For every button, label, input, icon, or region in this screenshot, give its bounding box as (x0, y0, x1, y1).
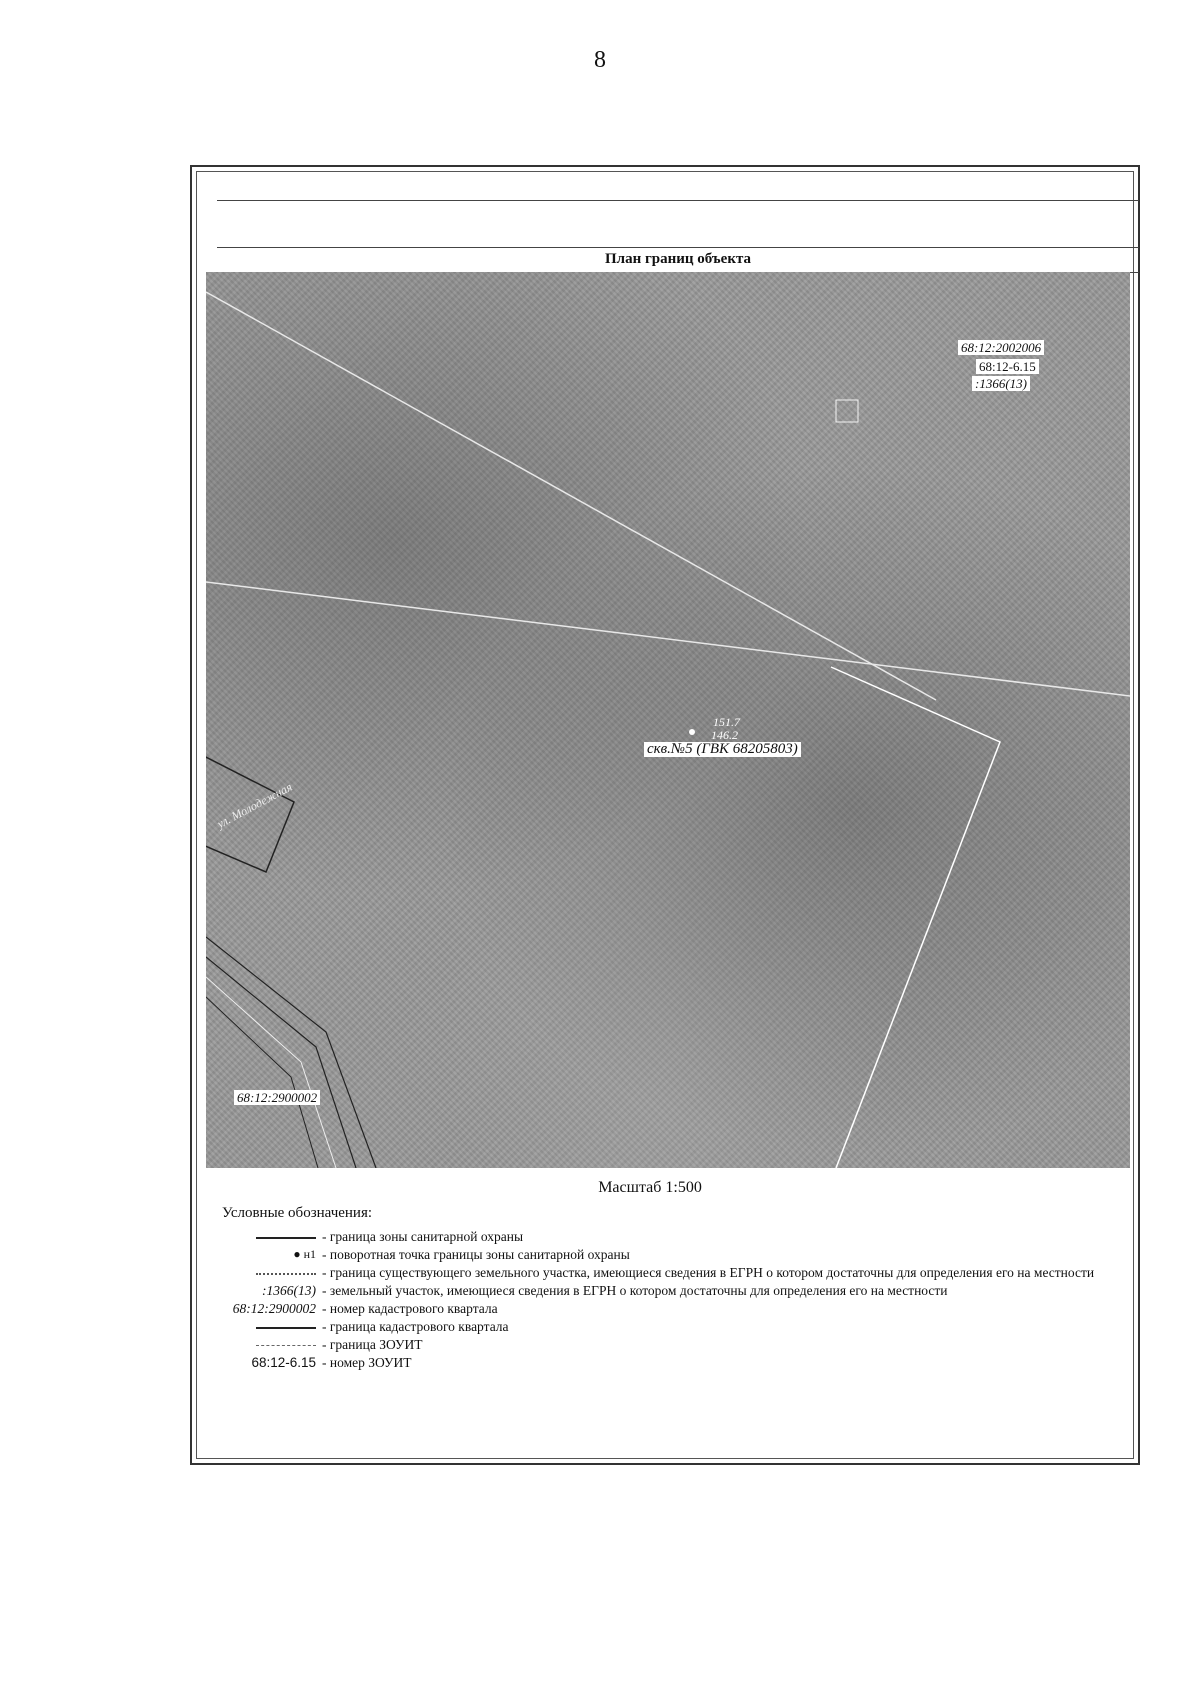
legend-symbol (210, 1318, 322, 1335)
legend (210, 1228, 1130, 1372)
dashdot-line-icon (256, 1345, 316, 1346)
legend-symbol (210, 1336, 322, 1353)
road-line-3 (206, 977, 336, 1168)
legend-item (210, 1336, 1130, 1354)
solid-line-icon (256, 1327, 316, 1329)
legend-symbol: :1366(13) (262, 1283, 316, 1298)
legend-item (210, 1318, 1130, 1336)
legend-symbol: 68:12:2900002 (232, 1301, 316, 1316)
point-label-top: 151.7 (713, 715, 740, 729)
kv-number-ne: 68:12:2002006 (958, 340, 1044, 355)
legend-desc: - номер ЗОУИТ (322, 1355, 412, 1370)
scale-label: Масштаб 1:500 (598, 1179, 702, 1196)
legend-symbol: 68:12-6.15 (251, 1355, 316, 1370)
road-line-4 (206, 997, 318, 1168)
sanitary-zone-boundary (831, 667, 1000, 1168)
legend-desc: - номер кадастрового квартала (322, 1301, 498, 1316)
map-overlay (206, 272, 1130, 1168)
legend-title: Условные обозначения: (222, 1205, 373, 1221)
legend-symbol: ● н1 (293, 1247, 316, 1261)
legend-desc: - граница существующего земельного участка, имеющиеся сведения в ЕГРН о котором достаточны для определения его на местности (322, 1265, 1095, 1280)
square-marker (836, 400, 858, 422)
well-label: скв.№5 (ГВК 68205803) (644, 742, 801, 757)
plot-number: :1366(13) (972, 376, 1030, 391)
legend-desc: - поворотная точка границы зоны санитарной охраны (322, 1247, 630, 1262)
legend-item (210, 1264, 1130, 1282)
legend-symbol (210, 1228, 322, 1245)
legend-desc: - граница зоны санитарной охраны (322, 1229, 524, 1244)
kv-number-sw: 68:12:2900002 (234, 1090, 320, 1105)
kv-boundary-line (206, 292, 936, 700)
point-label-bottom: 146.2 (711, 728, 738, 742)
road-line-2 (206, 957, 356, 1168)
zouit-number: 68:12-6.15 (976, 359, 1039, 374)
legend-desc: - граница кадастрового квартала (322, 1319, 509, 1334)
legend-item (210, 1354, 1130, 1372)
legend-item (210, 1228, 1130, 1246)
well-point-icon (689, 729, 695, 735)
plan-title: План границ объекта (217, 248, 1139, 273)
header-row-empty-1 (217, 172, 1139, 201)
solid-line-icon (256, 1237, 316, 1239)
kv-boundary-line-2 (206, 582, 1130, 696)
street-label: ул. Молодежная (214, 779, 295, 831)
page-number: 8 (594, 47, 606, 73)
legend-symbol (210, 1264, 322, 1281)
legend-item (210, 1300, 1130, 1318)
dotted-line-icon (256, 1273, 316, 1275)
aerial-map (206, 272, 1130, 1168)
legend-item (210, 1246, 1130, 1264)
legend-item (210, 1282, 1130, 1300)
point-code: н1 (303, 1247, 316, 1261)
header-row-empty-2 (217, 201, 1139, 248)
legend-desc: - земельный участок, имеющиеся сведения в ЕГРН о котором достаточны для определения его на местности (322, 1283, 948, 1298)
legend-desc: - граница ЗОУИТ (322, 1337, 423, 1352)
